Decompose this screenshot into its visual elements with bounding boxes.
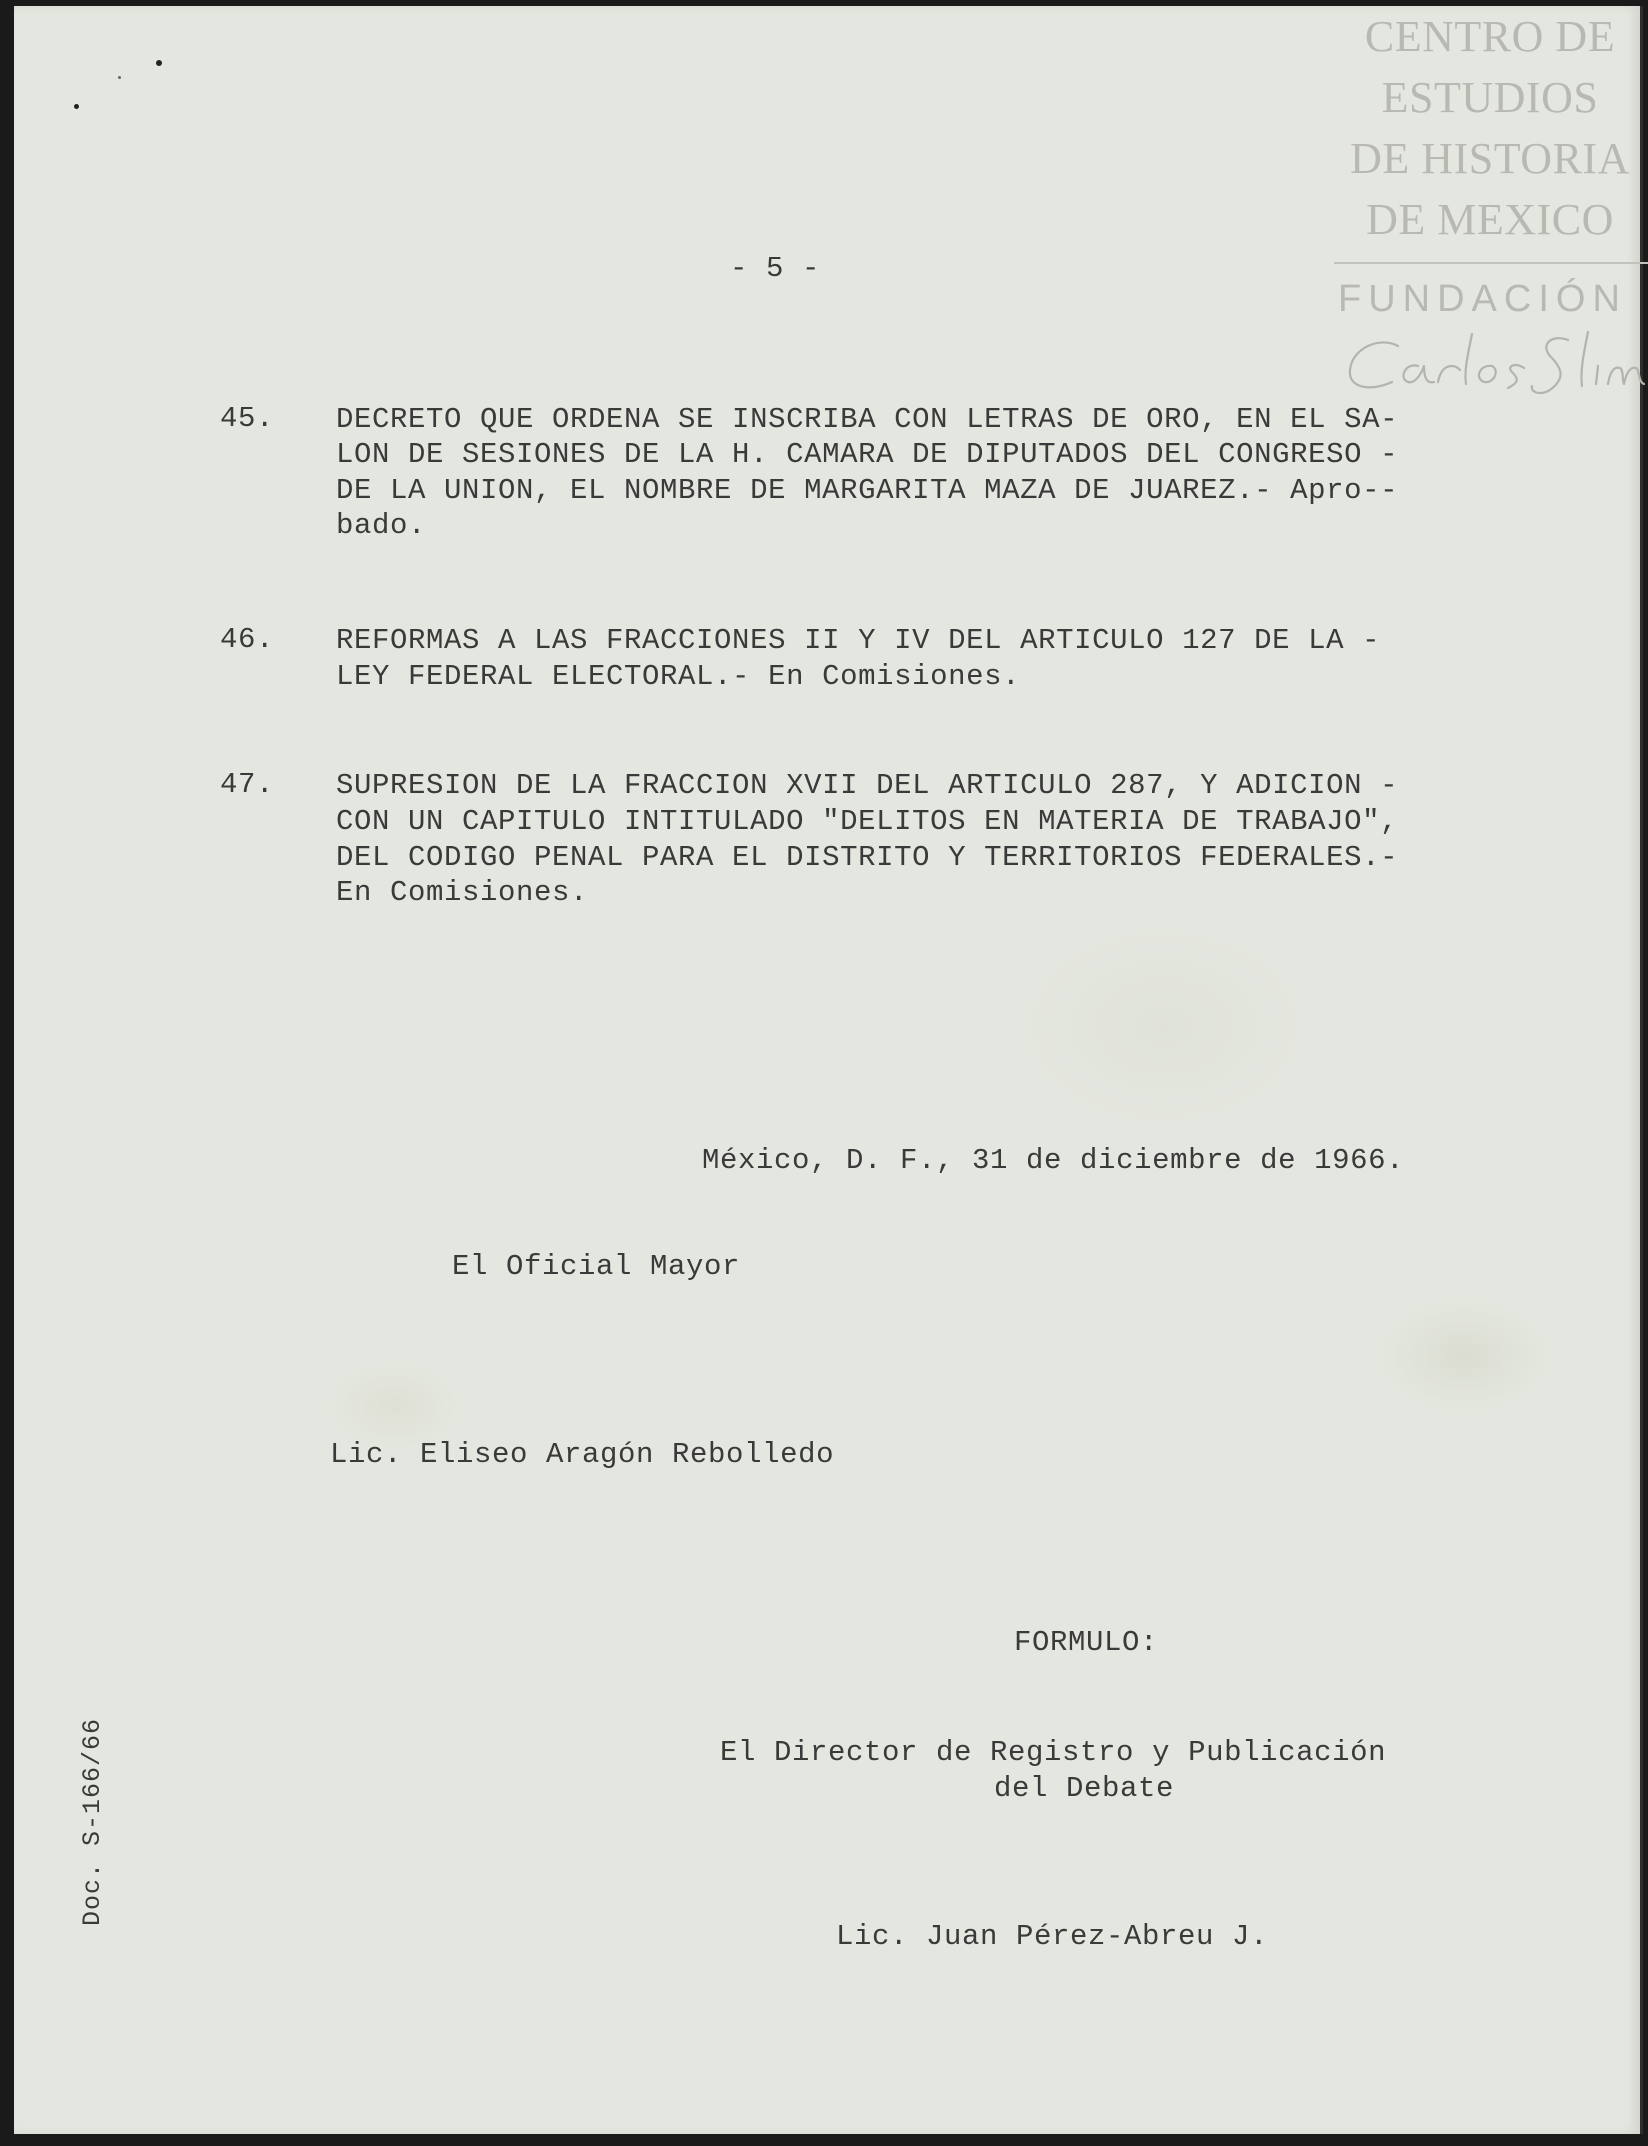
watermark-line: CENTRO DE <box>1364 12 1616 61</box>
item-text-line: DE LA UNION, EL NOMBRE DE MARGARITA MAZA DE JUAREZ.- Apro-- <box>336 474 1399 507</box>
document-page <box>14 6 1643 2134</box>
item-text-line: DECRETO QUE ORDENA SE INSCRIBA CON LETRAS DE ORO, EN EL SA- <box>336 403 1399 436</box>
ink-speck <box>118 76 121 79</box>
item-text-line: LON DE SESIONES DE LA H. CAMARA DE DIPUTADOS DEL CONGRESO - <box>336 438 1399 471</box>
item-text-line: SUPRESION DE LA FRACCION XVII DEL ARTICULO 287, Y ADICION - <box>336 769 1399 802</box>
watermark-line: DE MEXICO <box>1366 195 1614 244</box>
item-number: 47. <box>220 768 275 801</box>
item-text-line: LEY FEDERAL ELECTORAL.- En Comisiones. <box>336 660 1021 693</box>
archive-watermark <box>1320 6 1648 426</box>
item-number: 45. <box>220 402 275 435</box>
director-name: Lic. Juan Pérez-Abreu J. <box>836 1920 1269 1953</box>
director-title: El Director de Registro y Publicación <box>720 1736 1387 1769</box>
item-number: 46. <box>220 623 275 656</box>
place-date: México, D. F., 31 de diciembre de 1966. <box>702 1144 1405 1177</box>
item-text-line: En Comisiones. <box>336 876 589 909</box>
signature-logo-icon <box>1340 326 1648 406</box>
ink-speck <box>156 60 162 66</box>
item-text-line: DEL CODIGO PENAL PARA EL DISTRITO Y TERRITORIOS FEDERALES.- <box>336 841 1399 874</box>
item-text-line: CON UN CAPITULO INTITULADO "DELITOS EN MATERIA DE TRABAJO", <box>336 805 1399 838</box>
item-text-line: REFORMAS A LAS FRACCIONES II Y IV DEL ARTICULO 127 DE LA - <box>336 624 1381 657</box>
page-number: - 5 - <box>730 252 821 285</box>
watermark-divider <box>1334 262 1648 264</box>
director-title-continued: del Debate <box>994 1772 1175 1805</box>
document-reference: Doc. S-166/66 <box>78 1717 107 1926</box>
signer-name: Lic. Eliseo Aragón Rebolledo <box>330 1438 835 1471</box>
formulo-label: FORMULO: <box>1014 1626 1159 1659</box>
ink-speck <box>74 104 79 109</box>
watermark-line: ESTUDIOS <box>1381 73 1599 122</box>
watermark-line: DE HISTORIA <box>1350 134 1630 183</box>
signer-title: El Oficial Mayor <box>452 1250 741 1283</box>
watermark-foundation: FUNDACIÓN <box>1338 278 1627 320</box>
item-text-line: bado. <box>336 509 427 542</box>
